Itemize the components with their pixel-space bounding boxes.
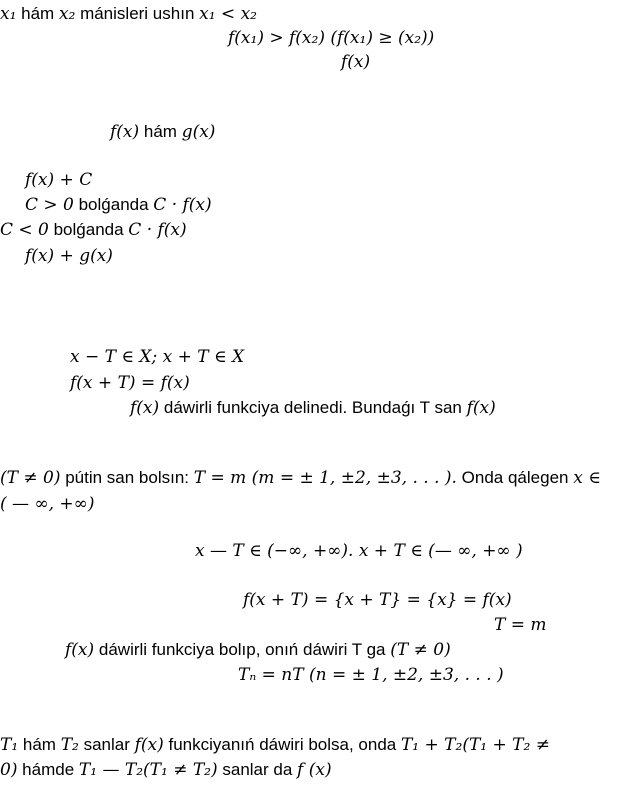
line-l11 [130,398,496,418]
line-l15 [243,590,512,610]
math-expression: T₁ — T₂(T₁ ≠ T₂) [78,760,218,780]
line-l04 [110,122,215,142]
math-expression: x₂ [58,4,76,24]
math-expression: C < 0 [0,220,49,240]
line-l10 [70,373,190,393]
math-expression: f(x) + g(x) [25,246,113,266]
math-expression: f (x) [297,760,332,780]
math-expression: 0) [0,760,18,780]
text-fragment: bolǵanda [48,220,129,239]
math-expression: x − T ∈ X; x + T ∈ X [70,347,245,367]
math-expression: g(x) [181,122,216,142]
text-fragment: hámde [17,760,79,779]
math-expression: f(x) [341,52,371,72]
line-l02 [228,28,434,48]
math-expression: T = m (m = ± 1, ±2, ±3, . . . ). [193,468,457,488]
line-l08 [25,246,113,266]
line-l03 [341,52,370,72]
math-expression: (T ≠ 0) [0,468,61,488]
math-expression: f(x) + C [25,170,93,190]
line-l06 [25,195,212,215]
text-fragment: Onda qálegen [456,468,574,487]
text-fragment: dáwirli funkciya delinedi. Bundaǵı T san [159,398,467,417]
text-fragment: sanlar da [217,760,298,779]
line-l20 [0,760,332,780]
line-l14 [195,541,523,561]
line-l18 [238,665,504,685]
math-expression: T = m [494,615,547,635]
text-fragment: bolǵanda [73,195,154,214]
math-expression: x₁ [0,4,17,24]
math-expression: f(x) [466,398,496,418]
text-fragment: hám [139,122,182,141]
line-l19 [0,735,550,755]
math-expression: x₁ < x₂ [199,4,257,24]
text-fragment: pútin san bolsın: [60,468,194,487]
line-l05 [25,170,92,190]
line-l16 [494,615,547,635]
line-l07 [0,220,187,240]
math-expression: f(x) [110,122,140,142]
text-fragment: dáwirli funkciya bolıp, onıń dáwiri T ga [94,640,391,659]
math-expression: T₁ [0,735,19,755]
text-fragment: funkciyanıń dáwiri bolsa, onda [163,735,401,754]
line-l01 [0,4,257,24]
math-expression: x — T ∈ (−∞, +∞). x + T ∈ (— ∞, +∞ ) [195,541,523,561]
math-expression: C > 0 [25,195,74,215]
text-fragment: mánisleri ushın [75,4,200,23]
math-expression: (T ≠ 0) [390,640,451,660]
math-expression: f(x₁) > f(x₂) (f(x₁) ≥ (x₂)) [228,28,435,48]
math-expression: f(x + T) = f(x) [70,373,190,393]
line-l13 [0,494,94,514]
math-expression: ( — ∞, +∞) [0,494,95,514]
math-expression: C · f(x) [128,220,187,240]
math-expression: x ∈ [573,468,601,488]
math-expression: f(x) [130,398,160,418]
text-fragment: hám [18,735,61,754]
math-expression: f(x + T) = {x + T} = {x} = f(x) [243,590,512,610]
line-l17 [65,640,451,660]
math-expression: C · f(x) [153,195,212,215]
text-fragment: hám [16,4,59,23]
line-l09 [70,347,244,367]
math-expression: f(x) [65,640,95,660]
text-fragment: sanlar [78,735,135,754]
line-l12 [0,468,601,488]
math-expression: T₂ [60,735,79,755]
math-expression: Tₙ = nT (n = ± 1, ±2, ±3, . . . ) [238,665,504,685]
math-expression: f(x) [134,735,164,755]
math-expression: T₁ + T₂(T₁ + T₂ ≠ [400,735,550,755]
